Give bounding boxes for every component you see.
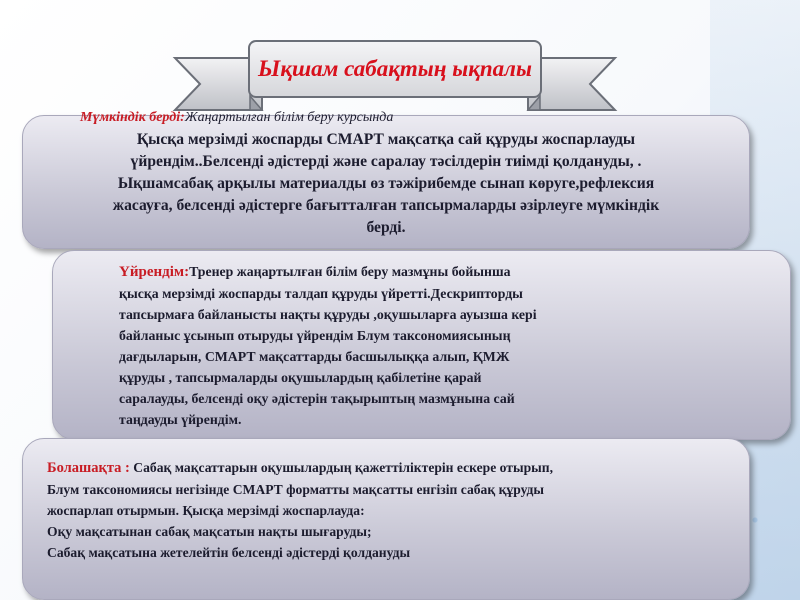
text-line: [119, 261, 679, 283]
panel-future-label: Болашақта :: [47, 460, 130, 476]
text-line: қысқа мерзімді жоспарды талдап құруды үйретті.Дескрипторды: [119, 286, 523, 301]
page-title: Ықшам сабақтың ықпалы: [248, 40, 542, 98]
panel-learned-label: Үйрендім:: [119, 264, 190, 280]
title-ribbon: [170, 28, 620, 118]
overlay-caption-label: Мүмкіндік берді:: [80, 110, 185, 125]
panel-learned-text: [119, 261, 679, 430]
panel-opportunity-text: [23, 129, 749, 239]
overlay-caption-text: Жаңартылған білім беру курсында: [184, 110, 394, 125]
text-line: тапсырмаға байланысты нақты құруды ,оқушыларға ауызша кері: [119, 307, 537, 322]
panel-future: [22, 438, 750, 600]
panel-learned-first-line: Тренер жаңартылған білім беру мазмұны бойынша: [189, 264, 511, 279]
text-line: берді.: [366, 219, 406, 236]
text-line: жасауға, белсенді әдістерге бағытталған тапсырмаларды әзірлеуге мүмкіндік: [112, 197, 660, 214]
text-line: байланыс ұсынып отыруды үйрендім Блум таксономиясының: [119, 328, 511, 343]
text-line: саралауды, белсенді оқу әдістерін тақырыптың мазмұнына сай: [119, 391, 515, 406]
panel-opportunity: [22, 115, 750, 249]
text-line: Қысқа мерзімді жоспарды СМАРТ мақсатқа сай құруды жоспарлауды: [136, 131, 636, 148]
panel-future-first-line: Сабақ мақсаттарын оқушылардың қажеттіліктерін ескере отырып,: [129, 460, 553, 475]
panel-learned: [52, 250, 791, 440]
text-line: Оқу мақсатынан сабақ мақсатын нақты шығаруды;: [47, 524, 372, 539]
text-line: құруды , тапсырмаларды оқушылардың қабілетіне қарай: [119, 370, 482, 385]
text-line: жоспарлап отырмын. Қысқа мерзімді жоспарлауда:: [47, 503, 365, 518]
text-line: [47, 457, 737, 479]
text-line: дағдыларын, СМАРТ мақсаттарды басшылыққа алып, ҚМЖ: [119, 349, 510, 364]
text-line: Сабақ мақсатына жетелейтін белсенді әдістерді қолдануды: [47, 545, 411, 560]
panel-future-text: [47, 457, 737, 563]
text-line: Ықшамсабақ арқылы материалды өз тәжірибемде сынап көруге,рефлексия: [117, 175, 655, 192]
text-line: үйрендім..Белсенді әдістерді және саралау тәсілдерін тиімді қолдануды, .: [130, 153, 642, 170]
overlay-caption: [80, 110, 393, 126]
text-line: таңдауды үйрендім.: [119, 412, 242, 427]
text-line: Блум таксономиясы негізінде СМАРТ форматты мақсатты енгізіп сабақ құруды: [47, 482, 545, 497]
